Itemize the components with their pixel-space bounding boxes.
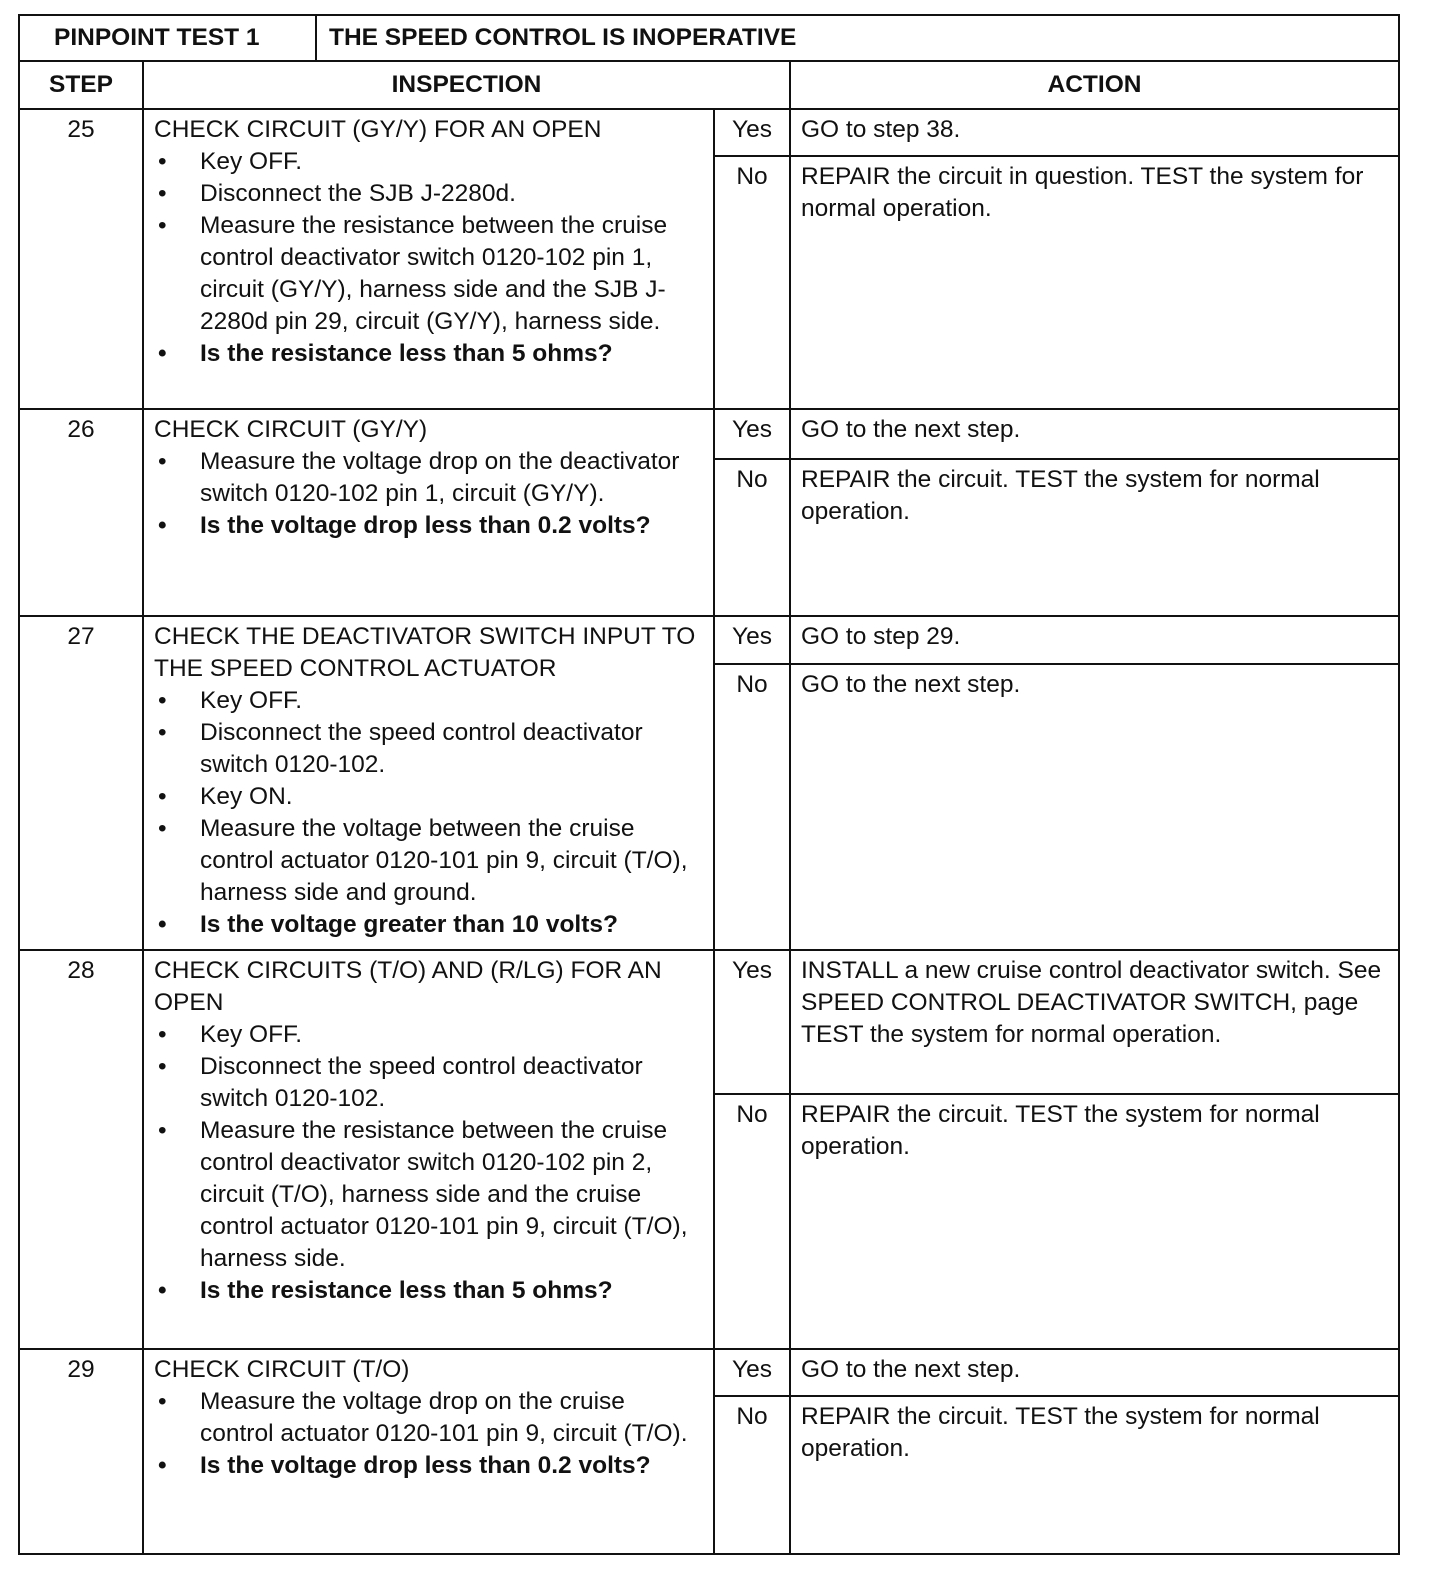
no-label: No bbox=[714, 1094, 790, 1349]
column-header-action: ACTION bbox=[790, 61, 1399, 109]
inspection-bullet: • Measure the voltage between the cruise control actuator 0120-101 pin 9, circuit (T/O), harness side and ground. bbox=[154, 813, 703, 909]
pinpoint-test-table bbox=[18, 14, 1400, 1555]
inspection-bullet: • Measure the voltage drop on the cruise control actuator 0120-101 pin 9, circuit (T/O). bbox=[154, 1386, 703, 1450]
yes-label: Yes bbox=[714, 1349, 790, 1396]
inspection-cell bbox=[143, 409, 714, 616]
yes-action: GO to step 29. bbox=[790, 616, 1399, 664]
inspection-bullet: • Key ON. bbox=[154, 781, 703, 813]
inspection-bullet: • Measure the resistance between the cruise control deactivator switch 0120-102 pin 2, circuit (T/O), harness side and the cruise control actuator 0120-101 pin 9, circuit (T/O), harness side. bbox=[154, 1115, 703, 1275]
yes-label: Yes bbox=[714, 950, 790, 1094]
step-number: 26 bbox=[19, 409, 143, 616]
inspection-cell bbox=[143, 109, 714, 409]
yes-action: GO to the next step. bbox=[790, 409, 1399, 459]
inspection-bullet: • Is the voltage drop less than 0.2 volts? bbox=[154, 510, 703, 542]
inspection-bullet: • Measure the voltage drop on the deactivator switch 0120-102 pin 1, circuit (GY/Y). bbox=[154, 446, 703, 510]
inspection-bullets bbox=[154, 1019, 703, 1307]
no-action: REPAIR the circuit. TEST the system for normal operation. bbox=[790, 459, 1399, 616]
inspection-bullets bbox=[154, 1386, 703, 1482]
no-label: No bbox=[714, 664, 790, 950]
no-action: REPAIR the circuit. TEST the system for normal operation. bbox=[790, 1094, 1399, 1349]
inspection-bullets bbox=[154, 446, 703, 542]
test-title: THE SPEED CONTROL IS INOPERATIVE bbox=[316, 15, 1399, 61]
inspection-bullet: • Key OFF. bbox=[154, 146, 703, 178]
inspection-cell bbox=[143, 1349, 714, 1554]
step-row bbox=[19, 616, 1399, 664]
no-action: REPAIR the circuit. TEST the system for normal operation. bbox=[790, 1396, 1399, 1554]
yes-action: GO to step 38. bbox=[790, 109, 1399, 156]
inspection-title: CHECK CIRCUIT (T/O) bbox=[154, 1356, 410, 1383]
inspection-bullet: • Is the resistance less than 5 ohms? bbox=[154, 1275, 703, 1307]
inspection-title: CHECK CIRCUIT (GY/Y) bbox=[154, 416, 428, 443]
step-number: 25 bbox=[19, 109, 143, 409]
no-action: REPAIR the circuit in question. TEST the system for normal operation. bbox=[790, 156, 1399, 409]
inspection-bullet: • Key OFF. bbox=[154, 685, 703, 717]
inspection-bullet: • Disconnect the speed control deactivator switch 0120-102. bbox=[154, 1051, 703, 1115]
no-label: No bbox=[714, 459, 790, 616]
inspection-cell bbox=[143, 950, 714, 1349]
inspection-bullet: • Is the voltage drop less than 0.2 volts? bbox=[154, 1450, 703, 1482]
inspection-bullet: • Key OFF. bbox=[154, 1019, 703, 1051]
step-row bbox=[19, 409, 1399, 459]
inspection-bullet: • Is the resistance less than 5 ohms? bbox=[154, 338, 703, 370]
column-header-inspection: INSPECTION bbox=[143, 61, 790, 109]
yes-label: Yes bbox=[714, 616, 790, 664]
step-number: 28 bbox=[19, 950, 143, 1349]
yes-action: GO to the next step. bbox=[790, 1349, 1399, 1396]
inspection-bullet: • Is the voltage greater than 10 volts? bbox=[154, 909, 703, 941]
step-number: 27 bbox=[19, 616, 143, 950]
step-number: 29 bbox=[19, 1349, 143, 1554]
yes-action: INSTALL a new cruise control deactivator switch. See SPEED CONTROL DEACTIVATOR SWITCH, page TEST the system for normal operation. bbox=[790, 950, 1399, 1094]
inspection-bullet: • Measure the resistance between the cruise control deactivator switch 0120-102 pin 1, circuit (GY/Y), harness side and the SJB J-2280d pin 29, circuit (GY/Y), harness side. bbox=[154, 210, 703, 338]
inspection-title: CHECK THE DEACTIVATOR SWITCH INPUT TO THE SPEED CONTROL ACTUATOR bbox=[154, 623, 696, 682]
no-label: No bbox=[714, 156, 790, 409]
no-label: No bbox=[714, 1396, 790, 1554]
yes-label: Yes bbox=[714, 409, 790, 459]
inspection-title: CHECK CIRCUITS (T/O) AND (R/LG) FOR AN OPEN bbox=[154, 957, 662, 1016]
inspection-bullet: • Disconnect the SJB J-2280d. bbox=[154, 178, 703, 210]
step-row bbox=[19, 1349, 1399, 1396]
yes-label: Yes bbox=[714, 109, 790, 156]
inspection-cell bbox=[143, 616, 714, 950]
inspection-bullets bbox=[154, 146, 703, 370]
pinpoint-test-label: PINPOINT TEST 1 bbox=[19, 15, 316, 61]
inspection-bullet: • Disconnect the speed control deactivator switch 0120-102. bbox=[154, 717, 703, 781]
step-row bbox=[19, 950, 1399, 1094]
inspection-title: CHECK CIRCUIT (GY/Y) FOR AN OPEN bbox=[154, 116, 602, 143]
no-action: GO to the next step. bbox=[790, 664, 1399, 950]
inspection-bullets bbox=[154, 685, 703, 941]
column-header-step: STEP bbox=[19, 61, 143, 109]
step-row bbox=[19, 109, 1399, 156]
